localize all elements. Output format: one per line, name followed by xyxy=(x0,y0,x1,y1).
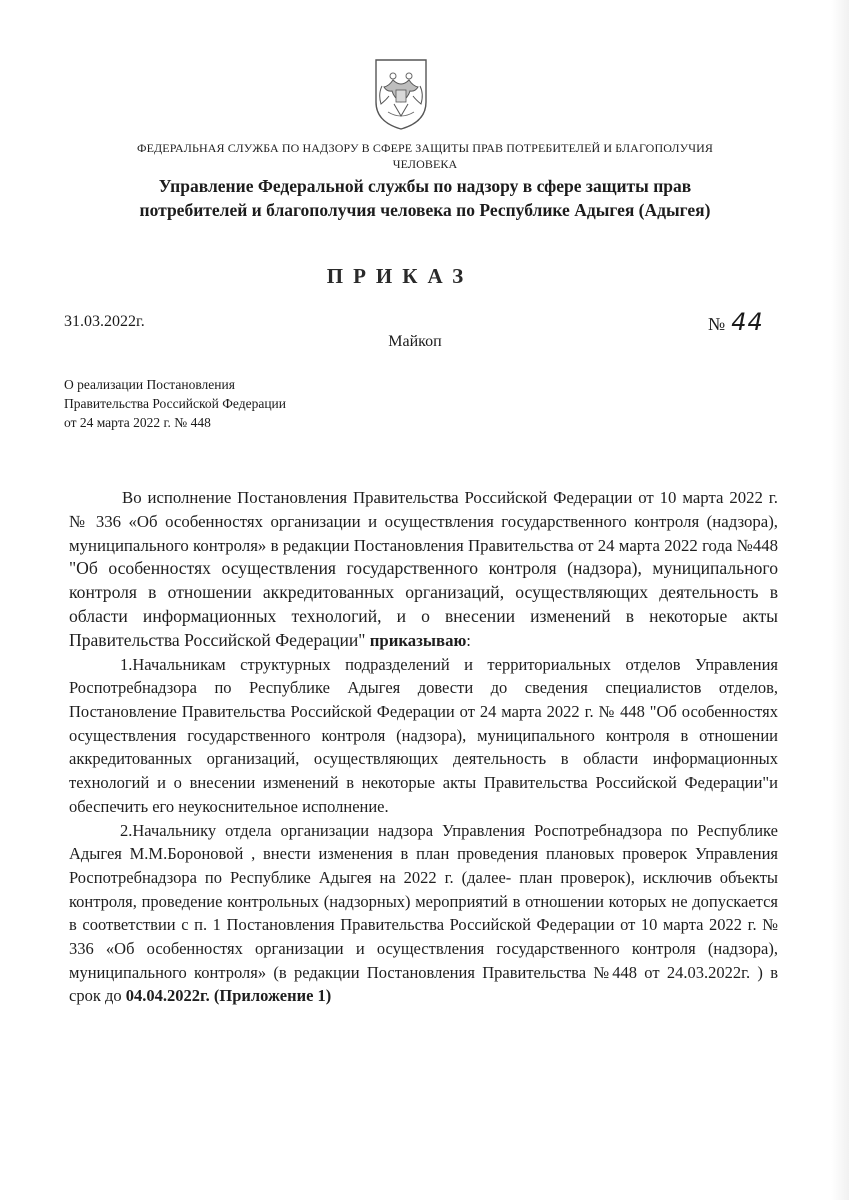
order-item-1: 1.Начальникам структурных подразделений и территориальных отделов Управления Роспотребнадзора по Республике Адыгея довести до сведения специалистов отделов, Постановление Правительства Российской Федерации от 24 марта 2022 г. № 448 "Об особенностях осуществления государственного контроля (надзора), муниципального контроля в отношении аккредитованных организаций, осуществляющих деятельность в области информационных технологий и о внесении изменений в некоторые акты Правительства Российской Федерации"и обеспечить его неукоснительное исполнение. xyxy=(69,654,778,816)
order-city: Майкоп xyxy=(388,333,442,350)
order-body xyxy=(69,486,778,1008)
preamble-text: Во исполнение Постановления Правительства Российской Федерации от 10 марта 2022 г. № 336 «Об особенностях организации и осуществления государственного контроля (надзора), муниципального контроля» в редакции Постановления Правительства от 24 марта 2022 года №448 xyxy=(69,488,778,555)
subject-line-3: от 24 марта 2022 г. № 448 xyxy=(64,415,211,430)
subject-line-2: Правительства Российской Федерации xyxy=(64,396,286,411)
order-date: 31.03.2022г. xyxy=(64,313,145,330)
order-number-label: № xyxy=(708,314,726,334)
order-item-2-text: 2.Начальнику отдела организации надзора Управления Роспотребнадзора по Республике Адыгея М.М.Бороновой , внести изменения в план проведения плановых проверок Управления Роспотребнадзора по Республике Адыгея на 2022 г. (далее- план проверок), исключив объекты контроля, проведение контрольных (надзорных) мероприятий в отношении которых не допускается в соответствии с п. 1 Постановления Правительства Российской Федерации от 10 марта 2022 г. № 336 «Об особенностях организации и осуществления государственного контроля (надзора), муниципального контроля» (в редакции Постановления Правительства №448 от 24.03.2022г. ) в срок до xyxy=(69,820,778,1006)
russian-coat-of-arms-icon xyxy=(372,56,430,132)
order-number xyxy=(708,308,764,336)
department-name-line-1: Управление Федеральной службы по надзору в сфере защиты прав xyxy=(158,176,692,196)
order-item-2-annex: (Приложение 1) xyxy=(209,986,332,1006)
subject-line-1: О реализации Постановления xyxy=(64,377,235,392)
order-number-handwritten: 44 xyxy=(731,308,764,336)
order-item-2 xyxy=(69,819,778,1009)
order-title: ПРИКАЗ xyxy=(326,264,474,288)
preamble-resolution-title: "Об особенностях осуществления государственного контроля (надзора), муниципального контроля в отношении аккредитованных организаций, осуществляющих деятельность в области информационных технологий, и о внесении изменений в некоторые акты Правительства Российской Федерации" xyxy=(69,558,778,650)
page-edge-shadow xyxy=(831,0,849,1200)
agency-name-line-2: ЧЕЛОВЕКА xyxy=(392,157,458,171)
order-subject xyxy=(64,375,286,432)
preamble-colon: : xyxy=(466,630,471,650)
preamble-order-word: приказываю xyxy=(365,630,467,650)
agency-name-line-1: ФЕДЕРАЛЬНАЯ СЛУЖБА ПО НАДЗОРУ В СФЕРЕ ЗАЩИТЫ ПРАВ ПОТРЕБИТЕЛЕЙ И БЛАГОПОЛУЧИЯ xyxy=(137,141,713,155)
department-name-line-2: потребителей и благополучия человека по Республике Адыгея (Адыгея) xyxy=(139,200,711,220)
order-item-2-deadline: 04.04.2022г. xyxy=(125,986,210,1006)
preamble-paragraph xyxy=(69,486,778,653)
